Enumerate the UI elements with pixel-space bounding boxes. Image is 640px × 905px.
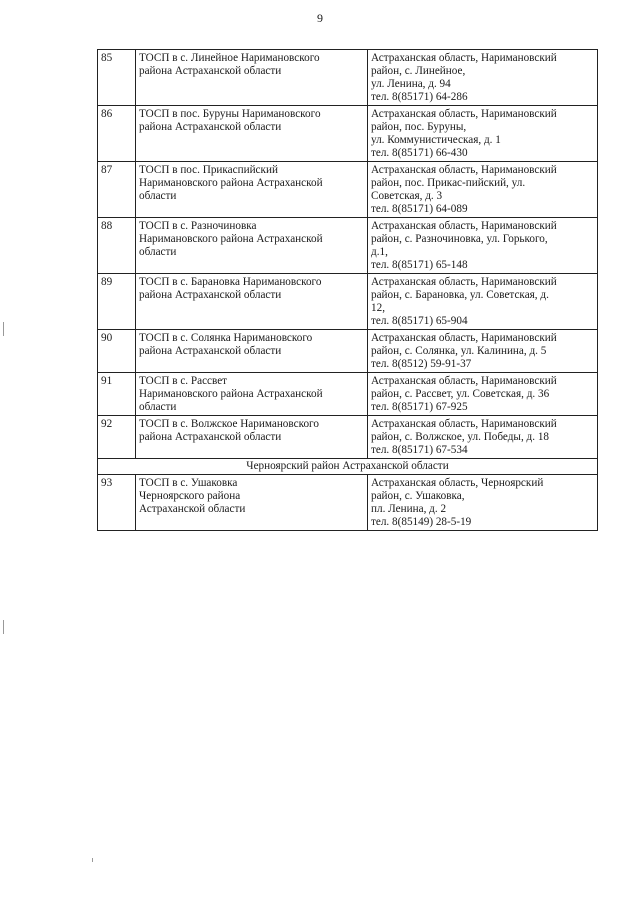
office-name: ТОСП в пос. Буруны Наримановского района Астраханской области bbox=[136, 106, 368, 162]
scan-margin-mark bbox=[92, 858, 93, 862]
office-address: Астраханская область, Наримановский район, с. Солянка, ул. Калинина, д. 5 тел. 8(8512) 59-91-37 bbox=[368, 330, 598, 373]
office-name: ТОСП в пос. Прикаспийский Наримановского района Астраханской области bbox=[136, 162, 368, 218]
registry-table-body bbox=[98, 50, 598, 531]
row-number: 92 bbox=[98, 416, 136, 459]
table-row bbox=[98, 162, 598, 218]
office-address: Астраханская область, Черноярский район, с. Ушаковка, пл. Ленина, д. 2 тел. 8(85149) 28-5-19 bbox=[368, 475, 598, 531]
table-row bbox=[98, 106, 598, 162]
page-number: 9 bbox=[317, 11, 323, 25]
office-name: ТОСП в с. Барановка Наримановского района Астраханской области bbox=[136, 274, 368, 330]
table-row bbox=[98, 274, 598, 330]
row-number: 86 bbox=[98, 106, 136, 162]
row-number: 89 bbox=[98, 274, 136, 330]
table-row bbox=[98, 330, 598, 373]
office-name: ТОСП в с. Солянка Наримановского района Астраханской области bbox=[136, 330, 368, 373]
row-number: 85 bbox=[98, 50, 136, 106]
row-number: 88 bbox=[98, 218, 136, 274]
office-name: ТОСП в с. Линейное Наримановского района Астраханской области bbox=[136, 50, 368, 106]
office-address: Астраханская область, Наримановский район, с. Линейное, ул. Ленина, д. 94 тел. 8(85171) 64-286 bbox=[368, 50, 598, 106]
scan-margin-mark bbox=[3, 620, 4, 634]
scan-margin-mark bbox=[3, 322, 4, 336]
district-header: Черноярский район Астраханской области bbox=[98, 459, 598, 475]
row-number: 93 bbox=[98, 475, 136, 531]
office-address: Астраханская область, Наримановский район, с. Барановка, ул. Советская, д. 12, тел. 8(85171) 65-904 bbox=[368, 274, 598, 330]
office-name: ТОСП в с. Рассвет Наримановского района Астраханской области bbox=[136, 373, 368, 416]
table-row bbox=[98, 218, 598, 274]
office-address: Астраханская область, Наримановский район, с. Рассвет, ул. Советская, д. 36 тел. 8(85171) 67-925 bbox=[368, 373, 598, 416]
registry-table bbox=[97, 49, 598, 531]
office-address: Астраханская область, Наримановский район, с. Волжское, ул. Победы, д. 18 тел. 8(85171) 67-534 bbox=[368, 416, 598, 459]
office-address: Астраханская область, Наримановский район, пос. Буруны, ул. Коммунистическая, д. 1 тел. 8(85171) 66-430 bbox=[368, 106, 598, 162]
office-name: ТОСП в с. Ушаковка Черноярского района Астраханской области bbox=[136, 475, 368, 531]
office-address: Астраханская область, Наримановский район, пос. Прикас-пийский, ул. Советская, д. 3 тел. 8(85171) 64-089 bbox=[368, 162, 598, 218]
office-address: Астраханская область, Наримановский район, с. Разночиновка, ул. Горького, д.1, тел. 8(85171) 65-148 bbox=[368, 218, 598, 274]
table-row bbox=[98, 50, 598, 106]
office-name: ТОСП в с. Волжское Наримановского района Астраханской области bbox=[136, 416, 368, 459]
table-row bbox=[98, 416, 598, 459]
office-name: ТОСП в с. Разночиновка Наримановского района Астраханской области bbox=[136, 218, 368, 274]
row-number: 91 bbox=[98, 373, 136, 416]
district-header-row bbox=[98, 459, 598, 475]
table-row bbox=[98, 475, 598, 531]
row-number: 87 bbox=[98, 162, 136, 218]
table-row bbox=[98, 373, 598, 416]
row-number: 90 bbox=[98, 330, 136, 373]
